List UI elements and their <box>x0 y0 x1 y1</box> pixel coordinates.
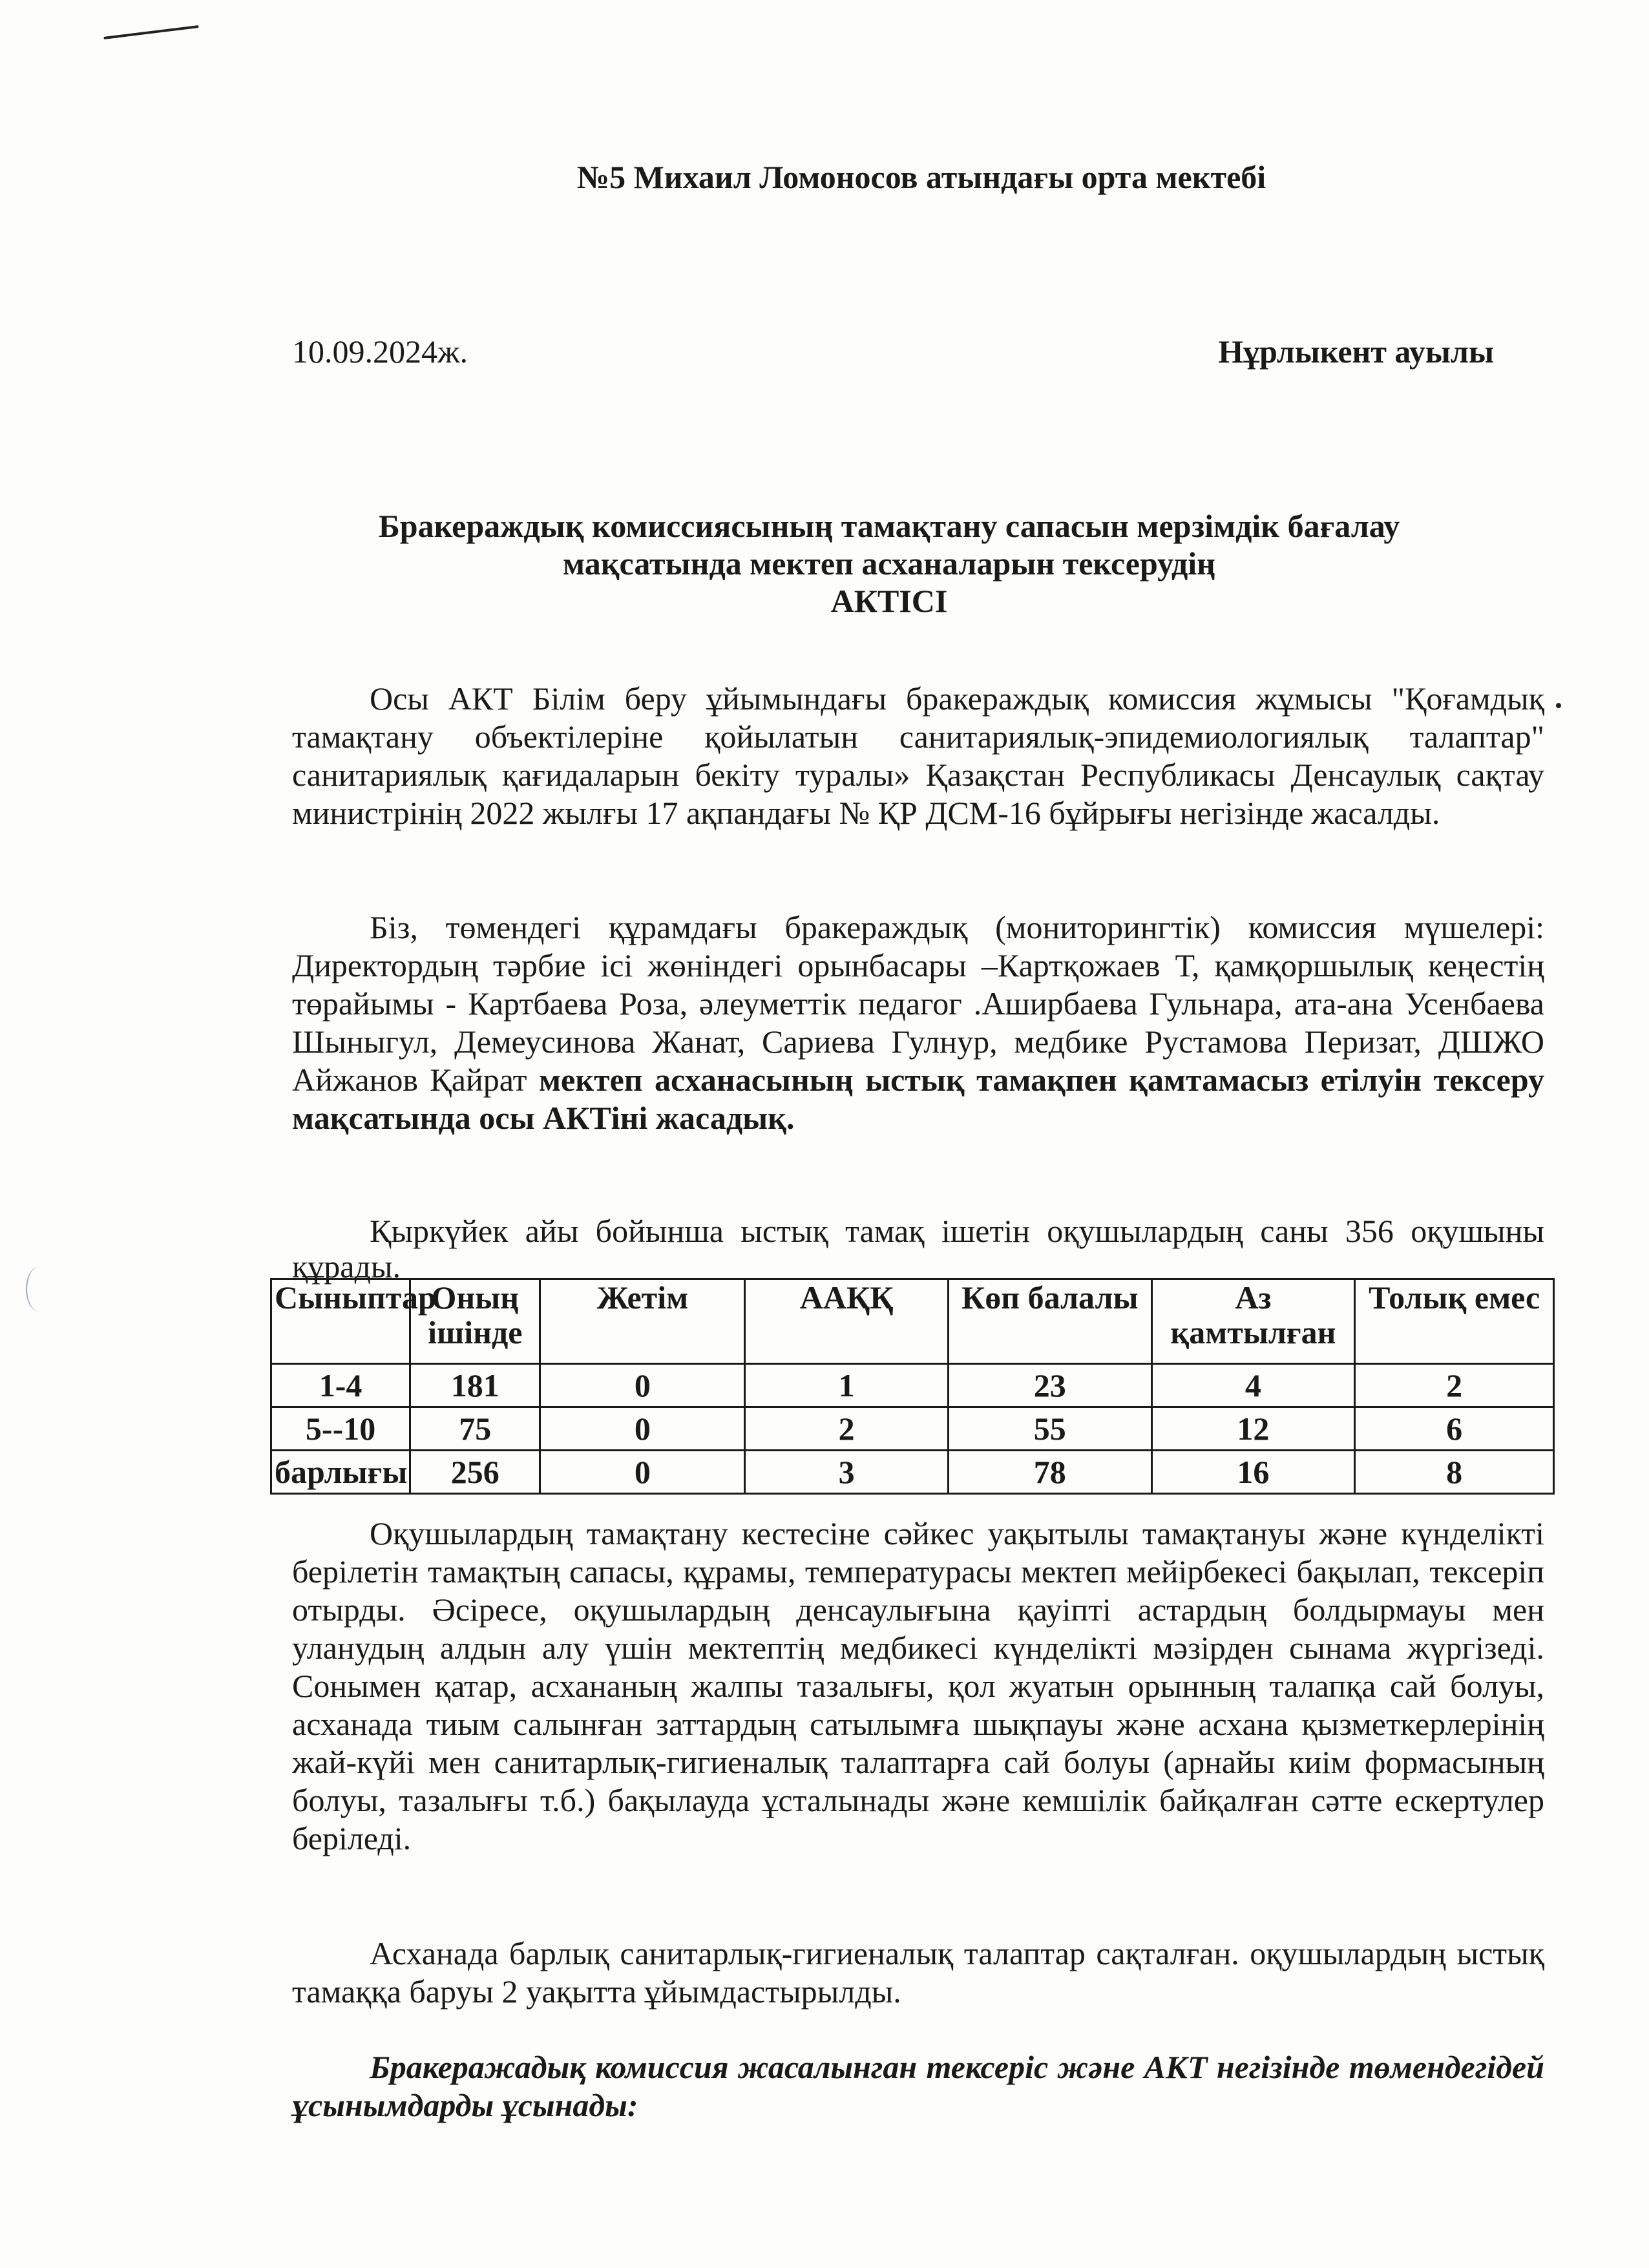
pen-mark <box>103 25 198 39</box>
table-cell: 78 <box>948 1451 1151 1494</box>
table-cell: 256 <box>410 1451 540 1494</box>
school-title: №5 Михаил Ломоносов атындағы орта мектебі <box>576 159 1266 195</box>
stray-dot <box>1556 703 1561 708</box>
col-header-large-families: Көп балалы <box>948 1279 1151 1364</box>
table-cell: 12 <box>1151 1407 1355 1451</box>
heading-line-3: АКТІСІ <box>830 583 948 619</box>
document-heading <box>194 507 1584 620</box>
table-cell: 0 <box>540 1364 745 1407</box>
table-cell: 8 <box>1355 1451 1554 1494</box>
col-header-low-income: Аз қамтылған <box>1151 1279 1355 1364</box>
col-header-orphans: Жетім <box>540 1279 745 1364</box>
table-cell: 3 <box>745 1451 949 1494</box>
col-header-total: Оның ішінде <box>410 1279 540 1364</box>
heading-line-2: мақсатында мектеп асханаларын тексерудің <box>563 545 1215 582</box>
table-row <box>271 1364 1554 1407</box>
col-header-classes: Сыныптар <box>271 1279 410 1364</box>
paragraph-monitoring: Оқушылардың тамақтану кестесіне сәйкес уақытылы тамақтануы және күнделікті берілетін тамақтың сапасы, құрамы, температурасы мектеп мейірбекесі бақылап, тексеріп отырды. Әсіресе, оқушылардың денсаулығына қауіпті астардың болдырмауы мен уланудың алдын алу үшін мектептің медбикесі күнделікті мәзірден сынама жүргізеді. Сонымен қатар, асхананың жалпы тазалығы, қол жуатын орынның талапқа сай болуы, асханада тиым салынған заттардың сатылымға шықпауы және асхана қызметкерлерінің жай-күйі мен санитарлық-гигиеналық талаптарға сай болуы (арнайы киім формасының болуы, тазалығы т.б.) бақылауда ұсталынады және кемшілік байқалған сәтте ескертулер беріледі. <box>292 1515 1544 1856</box>
table-cell: 6 <box>1355 1407 1554 1451</box>
document-place: Нұрлыкент ауылы <box>1218 333 1494 370</box>
paragraph-commission-purpose: мектеп асханасының ыстық тамақпен қамтамасыз етілуін тексеру мақсатында осы АКТіні жасадық. <box>292 1062 1544 1136</box>
table-cell: 16 <box>1151 1451 1355 1494</box>
table-cell: 5--10 <box>271 1407 410 1451</box>
table-cell: 2 <box>745 1407 949 1451</box>
paragraph-commission-members <box>292 908 1544 1137</box>
table-cell: 2 <box>1355 1364 1554 1407</box>
students-table <box>270 1278 1555 1495</box>
table-cell: 75 <box>410 1407 540 1451</box>
paragraph-legal-basis: Осы АКТ Білім беру ұйымындағы бракераждық комиссия жұмысы "Қоғамдық тамақтану объектілеріне қойылатын санитариялық-эпидемиологиялық талаптар" санитариялық қағидаларын бекіту туралы» Қазақстан Республикасы Денсаулық сақтау министрінің 2022 жылғы 17 ақпандағы № ҚР ДСМ-16 бұйрығы негізінде жасалды. <box>292 680 1544 831</box>
table-cell: 1 <box>745 1364 949 1407</box>
table-cell: 23 <box>948 1364 1151 1407</box>
pencil-mark <box>26 1266 53 1312</box>
table-cell: 0 <box>540 1451 745 1494</box>
document-date: 10.09.2024ж. <box>292 333 468 370</box>
table-cell: 181 <box>410 1364 540 1407</box>
paragraph-student-count: Қыркүйек айы бойынша ыстық тамақ ішетін оқушылардың саны 356 оқушыны құрады. <box>292 1213 1544 1285</box>
heading-line-1: Бракераждық комиссиясының тамақтану сапасын мерзімдік бағалау <box>378 508 1400 544</box>
col-header-incomplete-families: Толық емес <box>1355 1279 1554 1364</box>
paragraph-conclusion: Асханада барлық санитарлық-гигиеналық талаптар сақталған. оқушылардың ыстық тамаққа баруы 2 уақытта ұйымдастырылды. <box>292 1935 1544 2010</box>
table-cell: 55 <box>948 1407 1151 1451</box>
table-header-row <box>271 1279 1554 1364</box>
table-cell: барлығы <box>271 1451 410 1494</box>
paragraph-commission-members-text: Біз, төмендегі құрамдағы бракераждық (мониторингтік) комиссия мүшелері: Директордың тәрбие ісі жөніндегі орынбасары –Картқожаев Т, қамқоршылық кеңестің төрайымы - Картбаева Роза, әлеуметтік педагог .Аширбаева Гульнара, ата-ана Усенбаева Шыныгул, Демеусинова Жанат, Сариева Гулнур, медбике Рустамова Перизат, ДШЖО Айжанов Қайрат <box>292 909 1544 1098</box>
table-row <box>271 1407 1554 1451</box>
table-cell: 1-4 <box>271 1364 410 1407</box>
paragraph-recommendations-intro: Бракеражадық комиссия жасалынган тексеріс және АКТ негізінде төмендегідей ұсынымдарды ұсынады: <box>292 2049 1544 2123</box>
table-row-total <box>271 1451 1554 1494</box>
table-cell: 4 <box>1151 1364 1355 1407</box>
col-header-aakk: ААҚҚ <box>745 1279 949 1364</box>
table-cell: 0 <box>540 1407 745 1451</box>
